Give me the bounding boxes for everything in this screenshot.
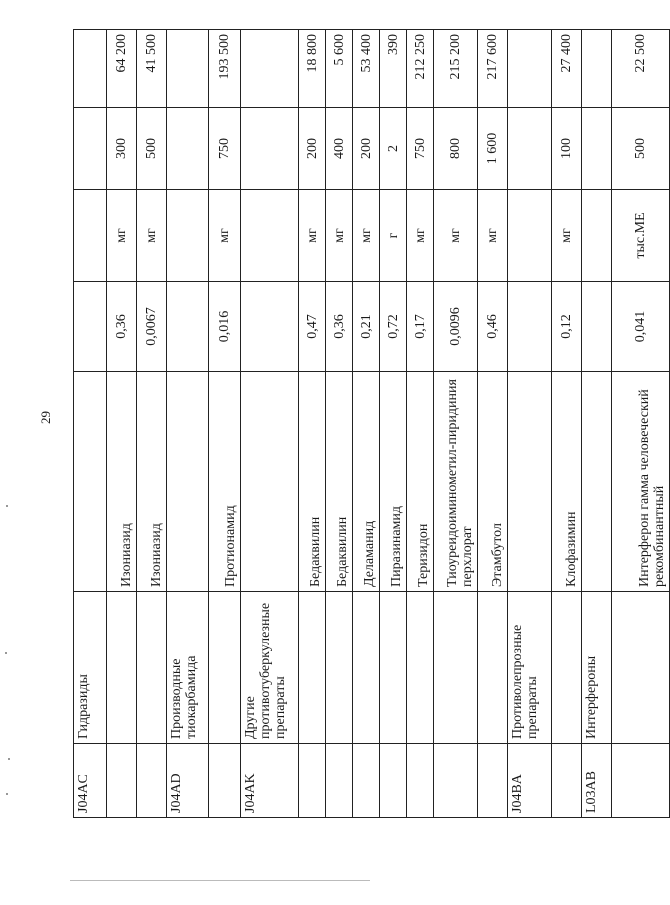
amount-cell [241, 30, 299, 108]
amount-cell: 215 200 [434, 30, 478, 108]
amount-cell: 212 250 [407, 30, 434, 108]
dose-cell: 2 [380, 108, 407, 190]
code-cell [478, 744, 508, 818]
table-row [209, 30, 241, 818]
dose-cell: 100 [552, 108, 582, 190]
amount-cell: 53 400 [353, 30, 380, 108]
table-row [380, 30, 407, 818]
code-cell [209, 744, 241, 818]
drug-name-cell [241, 372, 299, 592]
amount-cell [167, 30, 209, 108]
drug-name-cell: Пиразинамид [380, 372, 407, 592]
drug-name-cell: Этамбутол [478, 372, 508, 592]
drug-name-cell: Бедаквилин [326, 372, 353, 592]
drug-name-cell: Бедаквилин [299, 372, 326, 592]
amount-cell [74, 30, 107, 108]
amount-cell: 193 500 [209, 30, 241, 108]
unit-cell: мг [353, 190, 380, 282]
amount-cell: 22 500 [612, 30, 670, 108]
group-cell: Интерфероны [582, 592, 612, 744]
ratio-cell: 0,12 [552, 282, 582, 372]
dose-cell: 750 [407, 108, 434, 190]
ratio-cell [167, 282, 209, 372]
amount-cell: 18 800 [299, 30, 326, 108]
drug-name-cell [582, 372, 612, 592]
group-cell [407, 592, 434, 744]
dose-cell: 500 [137, 108, 167, 190]
drug-name-cell: Тиоуреидоиминометил-пиридиния перхлорат [434, 372, 478, 592]
ratio-cell: 0,72 [380, 282, 407, 372]
group-cell [552, 592, 582, 744]
ratio-cell: 0,21 [353, 282, 380, 372]
unit-cell [241, 190, 299, 282]
table-row [107, 30, 137, 818]
unit-cell: мг [107, 190, 137, 282]
unit-cell: мг [407, 190, 434, 282]
drug-name-cell: Клофазимин [552, 372, 582, 592]
ratio-cell: 0,17 [407, 282, 434, 372]
dose-cell [74, 108, 107, 190]
table-row [326, 30, 353, 818]
unit-cell: тыс.МЕ [612, 190, 670, 282]
drug-name-cell: Теризидон [407, 372, 434, 592]
group-cell: Производные тиокарбамида [167, 592, 209, 744]
table-row [478, 30, 508, 818]
unit-cell [167, 190, 209, 282]
group-cell [478, 592, 508, 744]
code-cell [434, 744, 478, 818]
group-cell [434, 592, 478, 744]
group-cell [299, 592, 326, 744]
amount-cell: 390 [380, 30, 407, 108]
drug-name-cell [508, 372, 552, 592]
drug-name-cell: Деламанид [353, 372, 380, 592]
group-cell: Противолепрозные препараты [508, 592, 552, 744]
code-cell [299, 744, 326, 818]
unit-cell: мг [209, 190, 241, 282]
unit-cell: г [380, 190, 407, 282]
ratio-cell: 0,016 [209, 282, 241, 372]
code-cell [137, 744, 167, 818]
ratio-cell [582, 282, 612, 372]
code-cell [326, 744, 353, 818]
amount-cell: 217 600 [478, 30, 508, 108]
group-cell [380, 592, 407, 744]
scan-edge-line [70, 880, 370, 881]
group-cell [326, 592, 353, 744]
unit-cell [74, 190, 107, 282]
unit-cell: мг [434, 190, 478, 282]
unit-cell: мг [478, 190, 508, 282]
table-row [434, 30, 478, 818]
table-row [137, 30, 167, 818]
dose-cell: 800 [434, 108, 478, 190]
dose-cell: 1 600 [478, 108, 508, 190]
group-cell: Другие противотуберкулезные препараты [241, 592, 299, 744]
group-cell: Гидразиды [74, 592, 107, 744]
table-row [167, 30, 209, 818]
amount-cell: 41 500 [137, 30, 167, 108]
group-cell [107, 592, 137, 744]
amount-cell [582, 30, 612, 108]
table-row [299, 30, 326, 818]
drug-name-cell: Изониазид [137, 372, 167, 592]
code-cell: J04BA [508, 744, 552, 818]
group-cell [137, 592, 167, 744]
table-row [508, 30, 552, 818]
code-cell: J04AC [74, 744, 107, 818]
table-row [353, 30, 380, 818]
ratio-cell: 0,041 [612, 282, 670, 372]
code-cell [107, 744, 137, 818]
unit-cell [582, 190, 612, 282]
rotated-table-wrapper [73, 30, 667, 818]
unit-cell: мг [299, 190, 326, 282]
drug-name-cell: Интерферон гамма человеческий рекомбинантный [612, 372, 670, 592]
ratio-cell: 0,46 [478, 282, 508, 372]
unit-cell: мг [326, 190, 353, 282]
unit-cell [508, 190, 552, 282]
ratio-cell: 0,36 [326, 282, 353, 372]
dose-cell: 200 [353, 108, 380, 190]
drug-name-cell [74, 372, 107, 592]
group-cell [612, 592, 670, 744]
drug-name-cell: Изониазид [107, 372, 137, 592]
unit-cell: мг [552, 190, 582, 282]
table-row [241, 30, 299, 818]
dose-cell [167, 108, 209, 190]
code-cell [380, 744, 407, 818]
code-cell: J04AK [241, 744, 299, 818]
ratio-cell [74, 282, 107, 372]
code-cell [552, 744, 582, 818]
ratio-cell: 0,36 [107, 282, 137, 372]
table-body [74, 30, 670, 818]
dose-cell [241, 108, 299, 190]
ratio-cell: 0,0067 [137, 282, 167, 372]
table-row [612, 30, 670, 818]
code-cell: J04AD [167, 744, 209, 818]
ratio-cell: 0,0096 [434, 282, 478, 372]
code-cell [353, 744, 380, 818]
table-row [407, 30, 434, 818]
dose-cell: 400 [326, 108, 353, 190]
code-cell [612, 744, 670, 818]
amount-cell: 64 200 [107, 30, 137, 108]
dose-cell [582, 108, 612, 190]
group-cell [209, 592, 241, 744]
unit-cell: мг [137, 190, 167, 282]
dose-cell: 750 [209, 108, 241, 190]
ratio-cell [508, 282, 552, 372]
page-number: 29 [38, 411, 53, 424]
dose-cell: 300 [107, 108, 137, 190]
drug-table [73, 29, 670, 818]
ratio-cell [241, 282, 299, 372]
drug-name-cell [167, 372, 209, 592]
amount-cell: 27 400 [552, 30, 582, 108]
amount-cell [508, 30, 552, 108]
table-row [74, 30, 107, 818]
table-row [582, 30, 612, 818]
code-cell: L03AB [582, 744, 612, 818]
group-cell [353, 592, 380, 744]
table-row [552, 30, 582, 818]
code-cell [407, 744, 434, 818]
dose-cell: 200 [299, 108, 326, 190]
amount-cell: 5 600 [326, 30, 353, 108]
dose-cell [508, 108, 552, 190]
dose-cell: 500 [612, 108, 670, 190]
drug-name-cell: Протионамид [209, 372, 241, 592]
ratio-cell: 0,47 [299, 282, 326, 372]
